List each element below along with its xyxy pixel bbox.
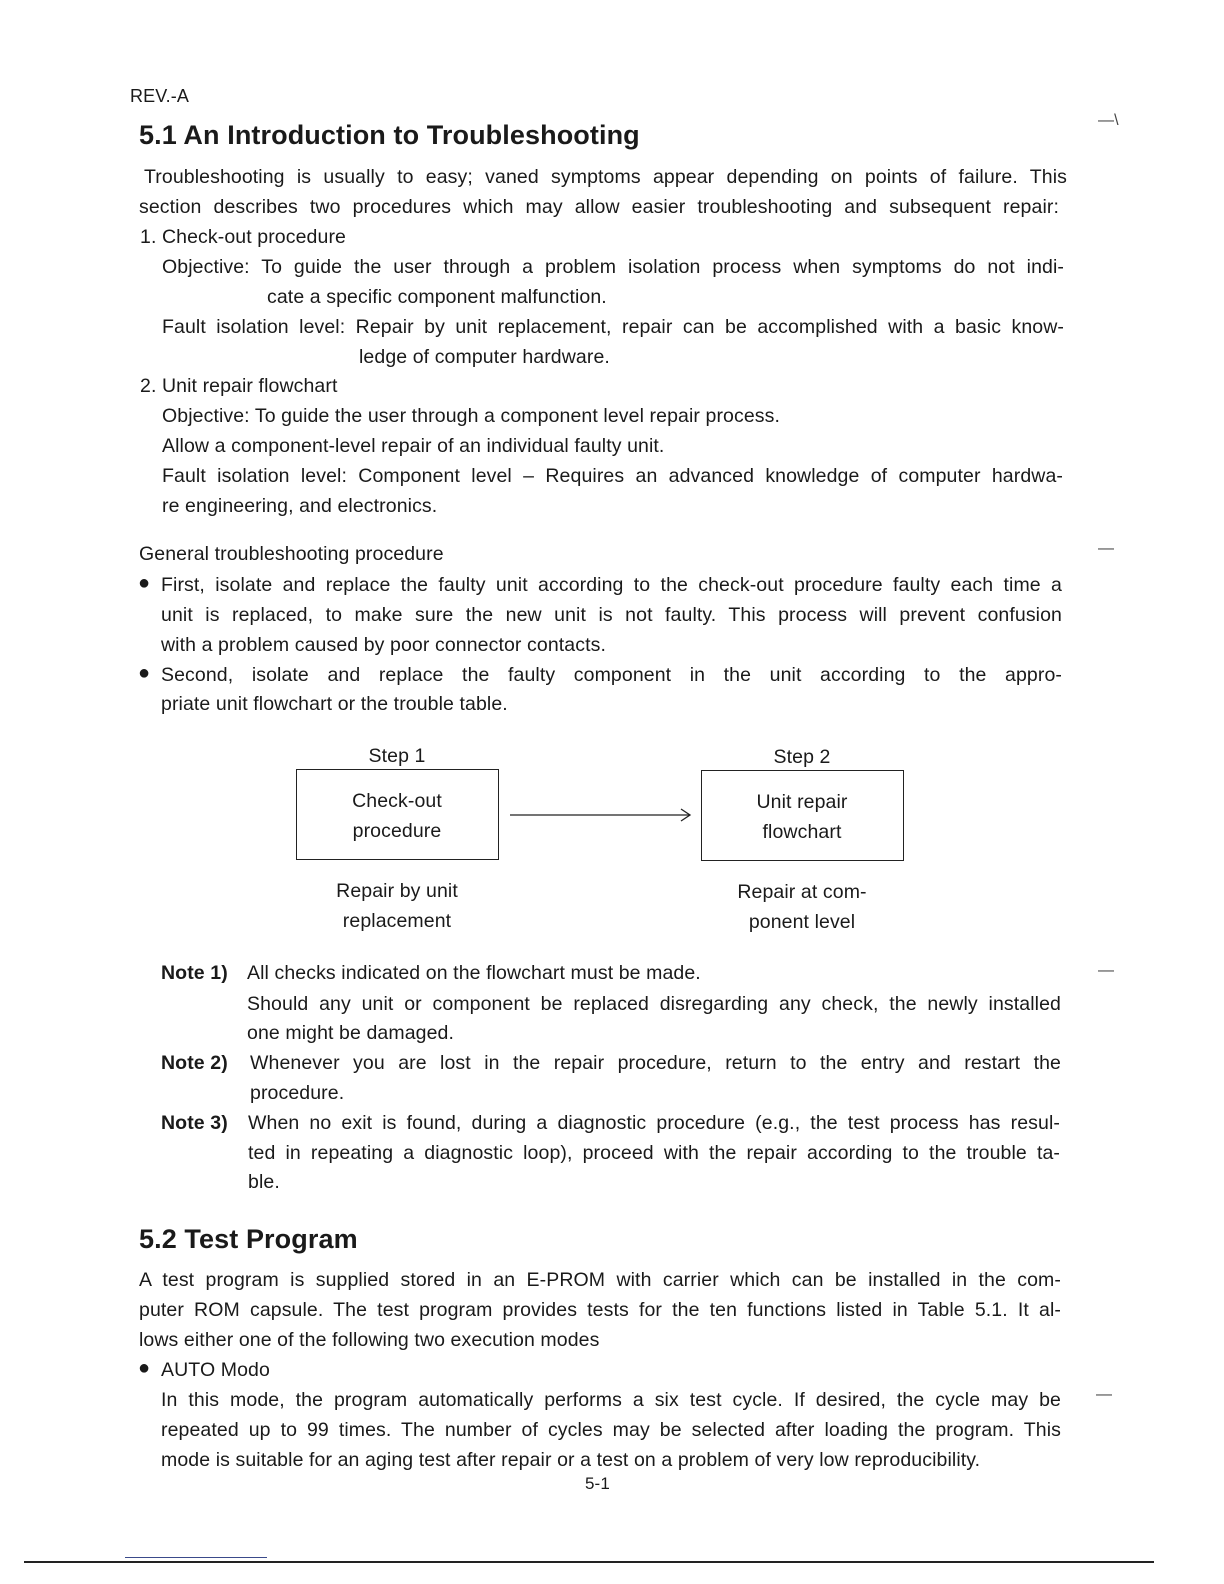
unit-repair-flowchart-box xyxy=(701,770,904,861)
item2-label: 2. Unit repair flowchart xyxy=(140,375,338,397)
section2-intro-line-3: lows either one of the following two execution modes xyxy=(139,1329,600,1351)
general-heading: General troubleshooting procedure xyxy=(139,543,444,565)
auto-line-1: In this mode, the program automatically performs a six test cycle. If desired, the cycle may be xyxy=(161,1389,1061,1411)
intro-line-2: section describes two procedures which may allow easier troubleshooting and subsequent repair: xyxy=(139,196,1059,218)
note3-line-3: ble. xyxy=(248,1171,280,1193)
item1-label: 1. Check-out procedure xyxy=(140,226,346,248)
binding-mark: — xyxy=(1096,1386,1113,1403)
bullet2-line-2: priate unit flowchart or the trouble table. xyxy=(161,693,508,715)
bullet-icon: ● xyxy=(138,572,151,594)
footer-rule-accent xyxy=(125,1557,267,1558)
item2-allow: Allow a component-level repair of an individual faulty unit. xyxy=(162,435,665,457)
note3-label: Note 3) xyxy=(161,1112,228,1134)
note2-label: Note 2) xyxy=(161,1052,228,1074)
note1-label: Note 1) xyxy=(161,962,228,984)
item2-fault-line-2: re engineering, and electronics. xyxy=(162,495,438,517)
binding-mark: — xyxy=(1098,962,1115,979)
footer-rule xyxy=(24,1561,1154,1563)
note1-line-2: Should any unit or component be replaced disregarding any check, the newly installed xyxy=(247,993,1061,1015)
note2-line-1: Whenever you are lost in the repair procedure, return to the entry and restart the xyxy=(250,1052,1061,1074)
page-number: 5-1 xyxy=(585,1474,610,1493)
revision-label: REV.-A xyxy=(130,86,189,106)
auto-line-3: mode is suitable for an aging test after repair or a test on a problem of very low reproducibility. xyxy=(161,1449,981,1471)
section2-intro-line-1: A test program is supplied stored in an E-PROM with carrier which can be installed in the com- xyxy=(139,1269,1061,1291)
binding-mark: —\ xyxy=(1098,112,1119,129)
item1-objective-line-2: cate a specific component malfunction. xyxy=(267,286,607,308)
binding-mark: — xyxy=(1098,540,1115,557)
auto-mode-label: AUTO Modo xyxy=(161,1359,270,1381)
item1-objective-line-1: Objective: To guide the user through a problem isolation process when symptoms do not indi- xyxy=(162,256,1064,278)
section-5-1-title: 5.1 An Introduction to Troubleshooting xyxy=(139,120,640,150)
section-5-2-title: 5.2 Test Program xyxy=(139,1224,358,1254)
box1-line-2: procedure xyxy=(352,820,442,842)
note2-line-2: procedure. xyxy=(250,1082,345,1104)
bullet1-line-2: unit is replaced, to make sure the new unit is not faulty. This process will prevent confusion xyxy=(161,604,1062,626)
step1-caption-line-1: Repair by unit xyxy=(336,880,458,902)
box1-line-1: Check-out xyxy=(352,790,442,812)
step1-caption-line-2: replacement xyxy=(342,910,452,932)
item1-fault-line-1: Fault isolation level: Repair by unit replacement, repair can be accomplished with a basic know- xyxy=(162,316,1064,338)
bullet1-line-3: with a problem caused by poor connector contacts. xyxy=(161,634,606,656)
step2-caption-line-2: ponent level xyxy=(748,911,856,933)
bullet-icon: ● xyxy=(138,1357,151,1379)
bullet-icon: ● xyxy=(138,662,151,684)
section2-intro-line-2: puter ROM capsule. The test program provides tests for the ten functions listed in Table 5.1. It al- xyxy=(139,1299,1061,1321)
note3-line-2: ted in repeating a diagnostic loop), proceed with the repair according to the trouble ta- xyxy=(248,1142,1060,1164)
item1-fault-line-2: ledge of computer hardware. xyxy=(359,346,610,368)
box2-line-2: flowchart xyxy=(762,821,842,843)
intro-line-1: Troubleshooting is usually to easy; vaned symptoms appear depending on points of failure. This xyxy=(144,166,1067,188)
checkout-procedure-box xyxy=(296,769,499,860)
note1-line-3: one might be damaged. xyxy=(247,1022,454,1044)
item2-objective: Objective: To guide the user through a component level repair process. xyxy=(162,405,780,427)
item2-fault-line-1: Fault isolation level: Component level – Requires an advanced knowledge of computer hardwa- xyxy=(162,465,1063,487)
note1-line-1: All checks indicated on the flowchart must be made. xyxy=(247,962,701,984)
step2-label: Step 2 xyxy=(773,746,831,768)
box2-line-1: Unit repair xyxy=(756,791,848,813)
auto-line-2: repeated up to 99 times. The number of cycles may be selected after loading the program. This xyxy=(161,1419,1061,1441)
note3-line-1: When no exit is found, during a diagnostic procedure (e.g., the test process has resul- xyxy=(248,1112,1060,1134)
bullet2-line-1: Second, isolate and replace the faulty component in the unit according to the appro- xyxy=(161,664,1062,686)
step1-label: Step 1 xyxy=(368,745,426,767)
flow-arrow xyxy=(508,804,692,826)
step2-caption-line-1: Repair at com- xyxy=(737,881,867,903)
bullet1-line-1: First, isolate and replace the faulty unit according to the check-out procedure faulty each time a xyxy=(161,574,1062,596)
